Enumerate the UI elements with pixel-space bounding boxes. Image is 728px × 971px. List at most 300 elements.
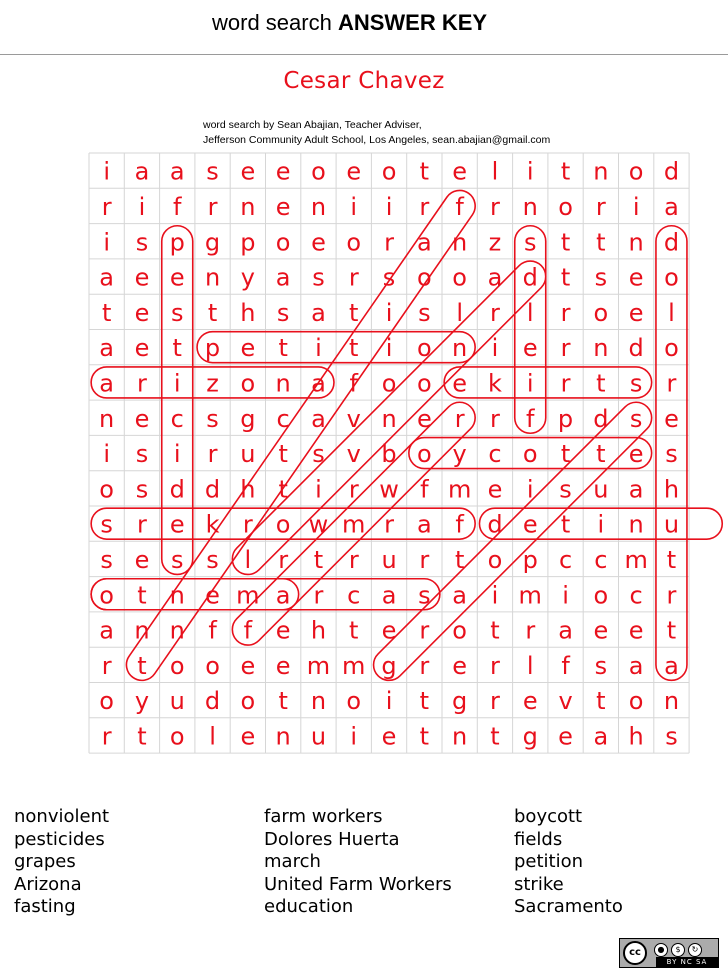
grid-letter: s: [629, 369, 643, 398]
grid-letter: c: [276, 404, 290, 433]
grid-letter: i: [385, 298, 393, 327]
grid-letter: i: [526, 369, 534, 398]
grid-letter: a: [558, 616, 573, 645]
creative-commons-license-badge[interactable]: [619, 938, 719, 968]
grid-letter: e: [134, 298, 150, 327]
grid-letter: e: [381, 616, 397, 645]
grid-letter: n: [99, 404, 115, 433]
grid-letter: o: [99, 687, 114, 716]
grid-letter: n: [275, 369, 291, 398]
grid-letter: r: [313, 581, 324, 610]
grid-letter: f: [243, 616, 253, 645]
grid-letter: t: [560, 510, 571, 539]
grid-letter: r: [490, 687, 500, 716]
attribution-icon: ●: [654, 943, 668, 957]
grid-letter: t: [278, 475, 288, 504]
noncommercial-icon: $: [671, 943, 685, 957]
grid-letter: t: [419, 722, 430, 751]
grid-letter: s: [135, 440, 149, 469]
grid-letter: o: [593, 581, 609, 610]
word-list-item: strike: [514, 873, 564, 895]
grid-letter: i: [350, 722, 358, 751]
grid-letter: r: [490, 192, 500, 221]
grid-letter: h: [663, 475, 680, 504]
grid-letter: n: [310, 192, 327, 221]
grid-letter: s: [135, 228, 149, 257]
grid-letter: e: [275, 157, 291, 186]
grid-letter: t: [666, 545, 677, 574]
grid-letter: n: [452, 334, 468, 363]
word-list-item: Dolores Huerta: [264, 828, 400, 850]
grid-letter: n: [593, 334, 609, 363]
grid-letter: f: [173, 192, 182, 221]
grid-letter: t: [278, 687, 288, 716]
grid-letter: l: [526, 651, 534, 680]
grid-letter: r: [490, 651, 500, 680]
grid-letter: t: [278, 440, 288, 469]
grid-letter: e: [452, 651, 468, 680]
grid-letter: t: [349, 334, 359, 363]
grid-letter: s: [100, 545, 113, 574]
grid-letter: i: [103, 228, 110, 257]
grid-letter: p: [522, 545, 538, 574]
grid-letter: t: [419, 157, 430, 186]
grid-letter: t: [560, 263, 571, 292]
word-list-item: farm workers: [264, 806, 383, 827]
grid-letter: u: [381, 545, 397, 574]
grid-letter: r: [101, 722, 112, 751]
grid-letter: t: [596, 687, 606, 716]
grid-letter: f: [208, 616, 217, 645]
word-list-item: nonviolent: [14, 806, 110, 827]
grid-letter: e: [522, 510, 538, 539]
grid-letter: a: [99, 369, 115, 398]
grid-letter: a: [416, 510, 432, 539]
license-icons: [654, 942, 716, 957]
word-list-item: fields: [514, 828, 563, 850]
grid-letter: f: [455, 510, 464, 539]
grid-letter: e: [240, 651, 256, 680]
grid-letter: r: [137, 510, 147, 539]
grid-letter: f: [455, 192, 464, 221]
word-list-item: education: [264, 896, 354, 917]
sharealike-icon: ↻: [688, 943, 702, 957]
grid-letter: n: [663, 687, 680, 716]
word-list-item: Arizona: [14, 873, 82, 895]
grid-letter: r: [278, 545, 289, 574]
grid-letter: s: [382, 263, 396, 292]
grid-letter: t: [137, 722, 147, 751]
grid-letter: t: [172, 334, 182, 363]
grid-letter: e: [452, 157, 468, 186]
grid-letter: r: [101, 651, 112, 680]
grid-letter: o: [346, 687, 362, 716]
grid-letter: r: [419, 616, 430, 645]
grid-letter: o: [275, 228, 291, 257]
grid-letter: o: [99, 475, 114, 504]
grid-letter: o: [311, 157, 326, 186]
grid-letter: e: [452, 369, 468, 398]
grid-letter: g: [522, 722, 538, 751]
grid-letter: n: [240, 192, 256, 221]
grid-letter: n: [452, 722, 468, 751]
grid-letter: t: [313, 545, 324, 574]
grid-letter: e: [664, 404, 679, 433]
grid-letter: i: [385, 687, 393, 716]
grid-letter: s: [665, 722, 678, 751]
grid-letter: m: [518, 581, 542, 610]
word-list-item: petition: [514, 851, 584, 872]
grid-letter: a: [487, 263, 503, 292]
grid-letter: e: [593, 616, 609, 645]
grid-letter: a: [311, 298, 326, 327]
grid-letter: m: [306, 651, 331, 680]
grid-letter: g: [240, 404, 256, 433]
grid-letter: e: [240, 722, 256, 751]
grid-letter: l: [668, 298, 675, 327]
grid-letter: z: [206, 369, 219, 398]
puzzle-title: Cesar Chavez: [283, 68, 445, 94]
grid-letter: a: [628, 475, 644, 504]
grid-letter: t: [490, 616, 500, 645]
grid-letter: y: [240, 263, 255, 292]
grid-letter: s: [206, 157, 219, 186]
grid-letter: o: [346, 228, 362, 257]
grid-letter: i: [173, 440, 181, 469]
grid-letter: r: [137, 369, 147, 398]
grid-letter: t: [349, 298, 359, 327]
grid-letter: u: [593, 475, 609, 504]
grid-letter: n: [169, 581, 185, 610]
grid-letter: v: [558, 687, 573, 716]
grid-letter: c: [170, 404, 184, 433]
grid-letter: n: [522, 192, 538, 221]
grid-letter: m: [236, 581, 260, 610]
grid-letter: p: [169, 228, 185, 257]
grid-letter: e: [522, 687, 538, 716]
grid-letter: a: [664, 192, 679, 221]
word-list-item: march: [264, 851, 321, 872]
grid-letter: r: [525, 616, 536, 645]
grid-letter: o: [99, 581, 114, 610]
grid-letter: t: [454, 545, 465, 574]
grid-letter: n: [593, 157, 609, 186]
grid-letter: r: [348, 475, 359, 504]
grid-letter: e: [169, 263, 185, 292]
grid-letter: s: [206, 545, 219, 574]
grid-letter: c: [488, 440, 502, 469]
grid-letter: r: [348, 545, 359, 574]
grid-letter: m: [447, 475, 472, 504]
grid-letter: o: [628, 157, 644, 186]
grid-letter: w: [379, 475, 399, 504]
grid-letter: f: [349, 369, 358, 398]
grid-letter: t: [349, 616, 359, 645]
grid-letter: a: [134, 157, 150, 186]
grid-letter: a: [628, 651, 644, 680]
grid-letter: i: [491, 334, 499, 363]
grid-letter: a: [275, 263, 291, 292]
grid-letter: r: [454, 404, 465, 433]
grid-letter: e: [134, 263, 150, 292]
grid-letter: e: [628, 263, 644, 292]
grid-letter: a: [275, 581, 291, 610]
grid-letter: r: [560, 298, 571, 327]
grid-letter: s: [170, 298, 184, 327]
word-list-column-1: [14, 806, 109, 919]
grid-letter: d: [593, 404, 609, 433]
word-list-item: Sacramento: [514, 896, 623, 917]
grid-letter: t: [278, 334, 288, 363]
grid-letter: r: [560, 334, 571, 363]
grid-letter: t: [101, 298, 112, 327]
grid-letter: s: [594, 263, 608, 292]
grid-letter: t: [137, 651, 147, 680]
grid-letter: t: [137, 581, 147, 610]
grid-letter: a: [416, 228, 432, 257]
word-list-item: fasting: [14, 896, 76, 917]
grid-letter: e: [205, 581, 220, 610]
grid-letter: r: [490, 404, 500, 433]
grid-letter: d: [628, 334, 644, 363]
grid-letter: e: [381, 722, 397, 751]
grid-letter: o: [593, 298, 609, 327]
word-list-item: boycott: [514, 806, 583, 827]
grid-letter: e: [628, 298, 644, 327]
grid-letter: a: [99, 616, 115, 645]
grid-letter: e: [558, 722, 573, 751]
grid-letter: e: [275, 651, 291, 680]
grid-letter: m: [342, 651, 366, 680]
grid-letter: e: [416, 404, 432, 433]
grid-letter: l: [526, 298, 534, 327]
grid-letter: o: [240, 687, 256, 716]
grid-letter: a: [99, 334, 115, 363]
grid-letter: a: [99, 263, 115, 292]
grid-letter: p: [240, 228, 256, 257]
grid-letter: i: [103, 157, 110, 186]
grid-letter: n: [628, 228, 644, 257]
grid-letter: i: [138, 192, 146, 221]
credit-line-1: word search by Sean Abajian, Teacher Adviser,: [203, 119, 422, 131]
grid-letter: o: [628, 687, 644, 716]
grid-letter: s: [418, 581, 431, 610]
grid-letter: e: [346, 157, 362, 186]
grid-letter: s: [135, 475, 149, 504]
grid-letter: g: [204, 228, 221, 257]
grid-letter: r: [666, 581, 677, 610]
grid-letter: i: [173, 369, 181, 398]
grid-letter: h: [240, 475, 256, 504]
grid-letter: n: [169, 616, 185, 645]
grid-letter: o: [417, 263, 432, 292]
grid-letter: i: [315, 475, 322, 504]
grid-letter: i: [385, 334, 393, 363]
grid-letter: s: [170, 545, 184, 574]
word-list-item: United Farm Workers: [264, 873, 452, 895]
grid-letter: o: [417, 369, 432, 398]
grid-letter: t: [207, 298, 218, 327]
grid-letter: a: [664, 651, 679, 680]
license-terms: BY NC SA: [656, 957, 718, 967]
grid-letter: o: [169, 722, 185, 751]
grid-letter: s: [665, 440, 678, 469]
grid-letter: n: [452, 228, 468, 257]
grid-letter: r: [666, 369, 677, 398]
grid-letter: t: [596, 369, 606, 398]
grid-letter: t: [419, 687, 430, 716]
grid-letter: o: [664, 263, 679, 292]
grid-letter: d: [169, 475, 185, 504]
grid-letter: e: [134, 404, 150, 433]
grid-letter: t: [596, 440, 606, 469]
grid-letter: t: [560, 228, 571, 257]
grid-letter: i: [350, 192, 358, 221]
grid-letter: p: [557, 404, 574, 433]
grid-letter: r: [595, 192, 606, 221]
grid-letter: t: [666, 616, 677, 645]
grid-letter: o: [381, 157, 397, 186]
grid-letter: d: [663, 228, 680, 257]
grid-letter: c: [558, 545, 573, 574]
grid-letter: r: [384, 510, 394, 539]
grid-letter: o: [487, 545, 503, 574]
grid-letter: h: [628, 722, 644, 751]
grid-letter: s: [100, 510, 113, 539]
grid-letter: m: [624, 545, 648, 574]
grid-letter: r: [207, 440, 218, 469]
grid-letter: s: [629, 404, 643, 433]
grid-letter: r: [419, 545, 430, 574]
grid-letter: i: [315, 334, 322, 363]
grid-letter: i: [562, 581, 569, 610]
header-prefix: word search: [212, 10, 332, 35]
grid-letter: a: [452, 581, 468, 610]
grid-letter: u: [310, 722, 327, 751]
grid-letter: v: [346, 404, 361, 433]
grid-letter: r: [101, 192, 112, 221]
grid-letter: o: [664, 334, 679, 363]
grid-letter: r: [207, 192, 218, 221]
grid-letter: e: [134, 334, 150, 363]
grid-letter: n: [628, 510, 644, 539]
grid-letter: h: [240, 298, 256, 327]
grid-letter: d: [204, 475, 221, 504]
grid-letter: i: [597, 510, 605, 539]
grid-letter: s: [594, 651, 608, 680]
grid-letter: i: [491, 581, 499, 610]
header-key-label: ANSWER KEY: [337, 10, 488, 35]
grid-letter: t: [560, 440, 571, 469]
grid-letter: e: [240, 157, 256, 186]
grid-letter: i: [526, 475, 534, 504]
grid-letter: i: [103, 440, 110, 469]
grid-letter: o: [417, 440, 432, 469]
word-list-column-2: [264, 806, 452, 919]
grid-letter: n: [381, 404, 397, 433]
grid-letter: v: [346, 440, 361, 469]
grid-letter: l: [244, 545, 252, 574]
grid-letter: i: [385, 192, 393, 221]
grid-letter: y: [134, 687, 150, 716]
grid-letter: e: [275, 192, 291, 221]
credit-line-2: Jefferson Community Adult School, Los Angeles, sean.abajian@gmail.com: [203, 134, 551, 146]
grid-letter: s: [418, 298, 431, 327]
grid-letter: u: [240, 440, 256, 469]
grid-letter: o: [522, 440, 538, 469]
grid-letter: r: [242, 510, 253, 539]
grid-letter: w: [308, 510, 329, 539]
grid-letter: a: [169, 157, 185, 186]
grid-letter: o: [381, 369, 397, 398]
grid-letter: c: [594, 545, 608, 574]
grid-letter: k: [205, 510, 220, 539]
grid-letter: i: [526, 157, 534, 186]
grid-letter: e: [311, 228, 326, 257]
grid-letter: n: [275, 722, 291, 751]
grid-letter: e: [628, 440, 644, 469]
grid-letter: o: [417, 334, 432, 363]
grid-letter: e: [275, 616, 291, 645]
grid-letter: e: [487, 475, 503, 504]
word-list-column-3: [514, 806, 623, 919]
grid-letter: n: [134, 616, 150, 645]
grid-letter: a: [311, 369, 326, 398]
grid-letter: e: [134, 545, 150, 574]
grid-letter: r: [490, 298, 500, 327]
grid-letter: p: [204, 334, 221, 363]
grid-letter: c: [629, 581, 643, 610]
grid-letter: a: [593, 722, 609, 751]
word-list-item: pesticides: [14, 828, 105, 850]
grid-letter: d: [487, 510, 503, 539]
grid-letter: e: [169, 510, 185, 539]
grid-letter: t: [560, 157, 571, 186]
grid-letter: o: [205, 651, 220, 680]
grid-letter: y: [452, 440, 467, 469]
grid-letter: l: [491, 157, 499, 186]
grid-letter: f: [420, 475, 429, 504]
grid-letter: d: [663, 157, 680, 186]
grid-letter: o: [558, 192, 573, 221]
grid-letter: e: [628, 616, 644, 645]
grid-letter: u: [663, 510, 680, 539]
grid-letter: s: [276, 298, 290, 327]
grid-letter: r: [419, 192, 430, 221]
grid-letter: m: [342, 510, 366, 539]
grid-letter: o: [452, 616, 467, 645]
grid-letter: o: [169, 651, 185, 680]
grid-letter: a: [311, 404, 326, 433]
grid-letter: s: [312, 263, 325, 292]
grid-letter: i: [632, 192, 640, 221]
grid-letter: e: [240, 334, 256, 363]
grid-letter: t: [596, 228, 606, 257]
grid-letter: k: [487, 369, 502, 398]
word-list-item: grapes: [14, 851, 76, 872]
grid-letter: d: [204, 687, 221, 716]
grid-letter: l: [209, 722, 216, 751]
grid-letter: f: [526, 404, 535, 433]
grid-letter: d: [522, 263, 538, 292]
grid-letter: t: [490, 722, 500, 751]
grid-letter: r: [384, 228, 394, 257]
grid-letter: z: [488, 228, 502, 257]
grid-letter: a: [381, 581, 397, 610]
grid-letter: g: [381, 651, 397, 680]
grid-letter: n: [204, 263, 221, 292]
grid-letter: o: [452, 263, 467, 292]
